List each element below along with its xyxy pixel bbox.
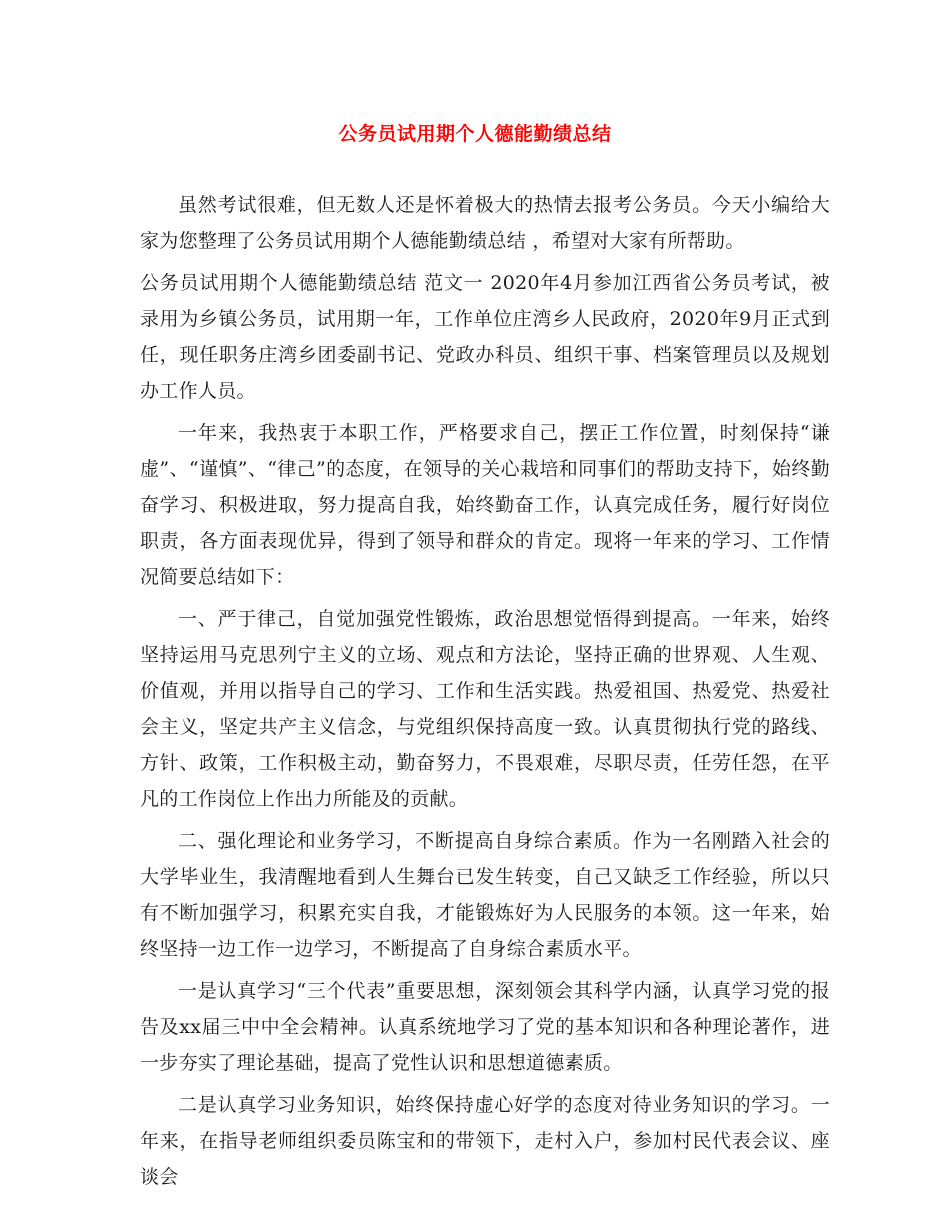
paragraph-section-two: 二、强化理论和业务学习，不断提高自身综合素质。作为一名刚踏入社会的大学毕业生，我清醒地看到人生舞台已发生转变，自己又缺乏工作经验，所以只有不断加强学习，积累充实自我，才能锻炼好为人民服务的本领。这一年来，始终坚持一边工作一边学习，不断提高了自身综合素质水平。 xyxy=(140,830,830,960)
paragraph-study-business: 二是认真学习业务知识，始终保持虚心好学的态度对待业务知识的学习。一年来，在指导老师组织委员陈宝和的带领下，走村入户，参加村民代表会议、座谈会 xyxy=(140,1094,830,1188)
paragraph-study-theory: 一是认真学习“三个代表”重要思想，深刻领会其科学内涵，认真学习党的报告及xx届三中中全会精神。认真系统地学习了党的基本知识和各种理论著作，进一步夯实了理论基础，提高了党性认识和思想道德素质。 xyxy=(140,980,830,1074)
document-title: 公务员试用期个人德能勤绩总结 xyxy=(338,123,612,145)
paragraph-intro: 虽然考试很难，但无数人还是怀着极大的热情去报考公务员。今天小编给大家为您整理了公务员试用期个人德能勤绩总结 ，希望对大家有所帮助。 xyxy=(140,194,830,252)
document-body xyxy=(140,187,830,1201)
paragraph-section-one: 一、严于律己，自觉加强党性锻炼，政治思想觉悟得到提高。一年来，始终坚持运用马克思列宁主义的立场、观点和方法论，坚持正确的世界观、人生观、价值观，并用以指导自己的学习、工作和生活实践。热爱祖国、热爱党、热爱社会主义，坚定共产主义信念，与党组织保持高度一致。认真贯彻执行党的路线、方针、政策，工作积极主动，勤奋努力，不畏艰难，尽职尽责，任劳任怨，在平凡的工作岗位上作出力所能及的贡献。 xyxy=(140,608,830,810)
paragraph-overview: 一年来，我热衷于本职工作，严格要求自己，摆正工作位置，时刻保持“谦虚”、“谨慎”、“律己”的态度，在领导的关心栽培和同事们的帮助支持下，始终勤奋学习、积极进取，努力提高自我，始终勤奋工作，认真完成任务，履行好岗位职责，各方面表现优异，得到了领导和群众的肯定。现将一年来的学习、工作情况简要总结如下： xyxy=(140,422,830,588)
paragraph-sample-one: 公务员试用期个人德能勤绩总结 范文一 2020年4月参加江西省公务员考试，被录用为乡镇公务员，试用期一年，工作单位庄湾乡人民政府，2020年9月正式到任，现任职务庄湾乡团委副书记、党政办科员、组织干事、档案管理员以及规划办工作人员。 xyxy=(140,272,830,402)
